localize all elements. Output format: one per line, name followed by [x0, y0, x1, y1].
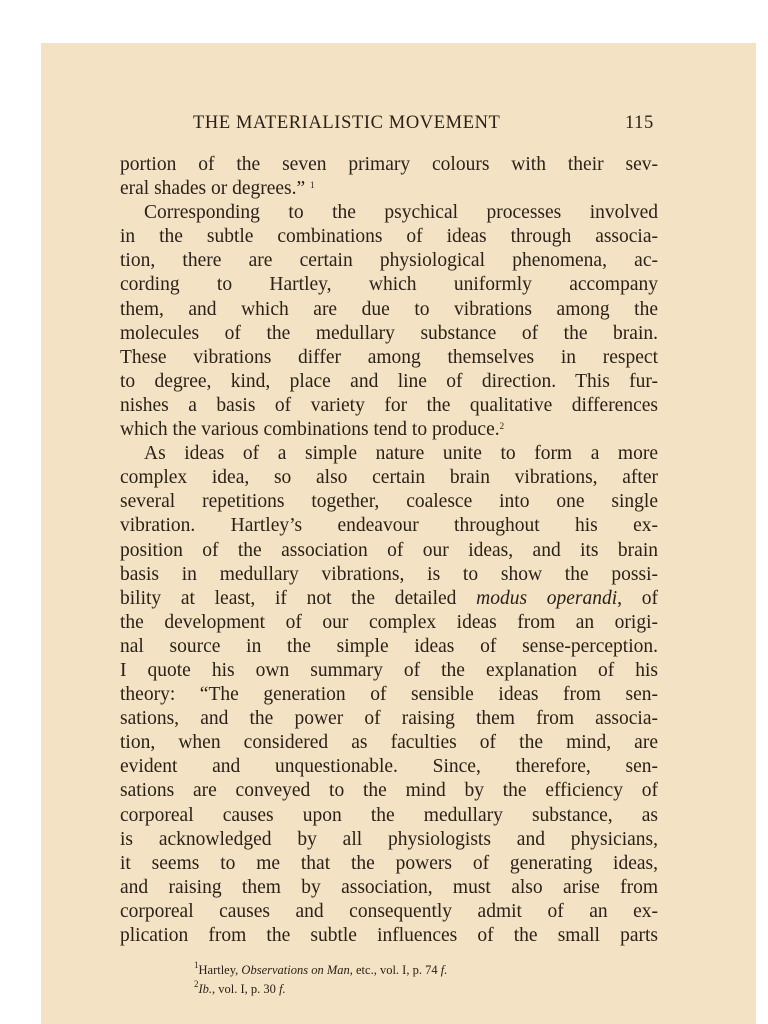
footnotes — [194, 961, 447, 999]
text-line: theory: “The generation of sensible ideas from sen- — [120, 684, 658, 706]
text-line: evident and unquestionable. Since, therefore, sen- — [120, 756, 658, 778]
text-line — [120, 177, 658, 201]
text-line — [120, 418, 658, 442]
text-line: As ideas of a simple nature unite to form a more — [144, 443, 658, 465]
text-line: portion of the seven primary colours with their sev- — [120, 154, 658, 175]
text-line: and raising them by association, must also arise from — [120, 876, 658, 898]
text-line: is acknowledged by all physiologists and physicians, — [120, 828, 658, 850]
footnote-ref: 2 — [499, 421, 505, 432]
text-line — [120, 587, 658, 611]
text-line: cording to Hartley, which uniformly accompany — [120, 274, 658, 296]
text-line: plication from the subtle influences of the small parts — [120, 925, 658, 946]
footnote-citation: , etc., vol. I, p. 74 — [349, 963, 438, 977]
footnote-ibid: Ib. — [198, 982, 213, 996]
text-line: it seems to me that the powers of generating ideas, — [120, 852, 658, 874]
footnote-following: f. — [440, 963, 448, 977]
text-line: tion, there are certain physiological phenomena, ac- — [120, 250, 658, 272]
italic-phrase: modus operandi — [476, 587, 618, 609]
text-line: nal source in the simple ideas of sense-perception. — [120, 635, 658, 657]
text-line: vibration. Hartley’s endeavour throughout his ex- — [120, 515, 658, 537]
text-line: tion, when considered as faculties of the mind, are — [120, 732, 658, 754]
text-line: corporeal causes and consequently admit of an ex- — [120, 900, 658, 922]
text-line: the development of our complex ideas from an origi- — [120, 611, 658, 633]
text-line: them, and which are due to vibrations among the — [120, 298, 658, 320]
footnote-citation: , vol. I, p. 30 — [212, 982, 276, 996]
text-line: to degree, kind, place and line of direction. This fur- — [120, 370, 658, 392]
text-line: position of the association of our ideas, and its brain — [120, 539, 658, 561]
text-line: Corresponding to the psychical processes involved — [144, 202, 658, 224]
footnote-following: f. — [279, 982, 286, 996]
text-line: basis in medullary vibrations, is to show the possi- — [120, 563, 658, 585]
footnote-2 — [194, 980, 447, 999]
running-title: THE MATERIALISTIC MOVEMENT — [193, 113, 501, 133]
text-line: in the subtle combinations of ideas through associa- — [120, 226, 658, 248]
footnote-marker: 2 — [194, 979, 199, 989]
footnote-marker: 1 — [194, 960, 199, 970]
text-line: complex idea, so also certain brain vibrations, after — [120, 467, 658, 489]
text-line: nishes a basis of variety for the qualitative differences — [120, 394, 658, 416]
running-header — [41, 113, 756, 137]
text-line: These vibrations differ among themselves in respect — [120, 346, 658, 368]
footnote-title: Observations on Man — [241, 963, 350, 977]
text-line: I quote his own summary of the explanation of his — [120, 659, 658, 681]
footnote-author: Hartley, — [198, 963, 239, 977]
text-fragment: bility at least, if not the detailed — [120, 587, 457, 609]
body-text — [120, 153, 658, 948]
text-fragment: eral shades or degrees.” — [120, 178, 306, 200]
footnote-ref: 1 — [310, 180, 315, 191]
text-line: corporeal causes upon the medullary substance, as — [120, 804, 658, 826]
text-fragment: which the various combinations tend to produce. — [120, 419, 500, 441]
footnote-1 — [194, 961, 447, 980]
book-page — [41, 43, 756, 1024]
text-line: sations, and the power of raising them from associa- — [120, 708, 658, 730]
text-line: molecules of the medullary substance of the brain. — [120, 322, 658, 344]
text-line: sations are conveyed to the mind by the efficiency of — [120, 780, 658, 802]
text-line: several repetitions together, coalesce into one single — [120, 491, 658, 513]
page-number: 115 — [625, 113, 654, 133]
text-fragment: , of — [617, 587, 658, 609]
